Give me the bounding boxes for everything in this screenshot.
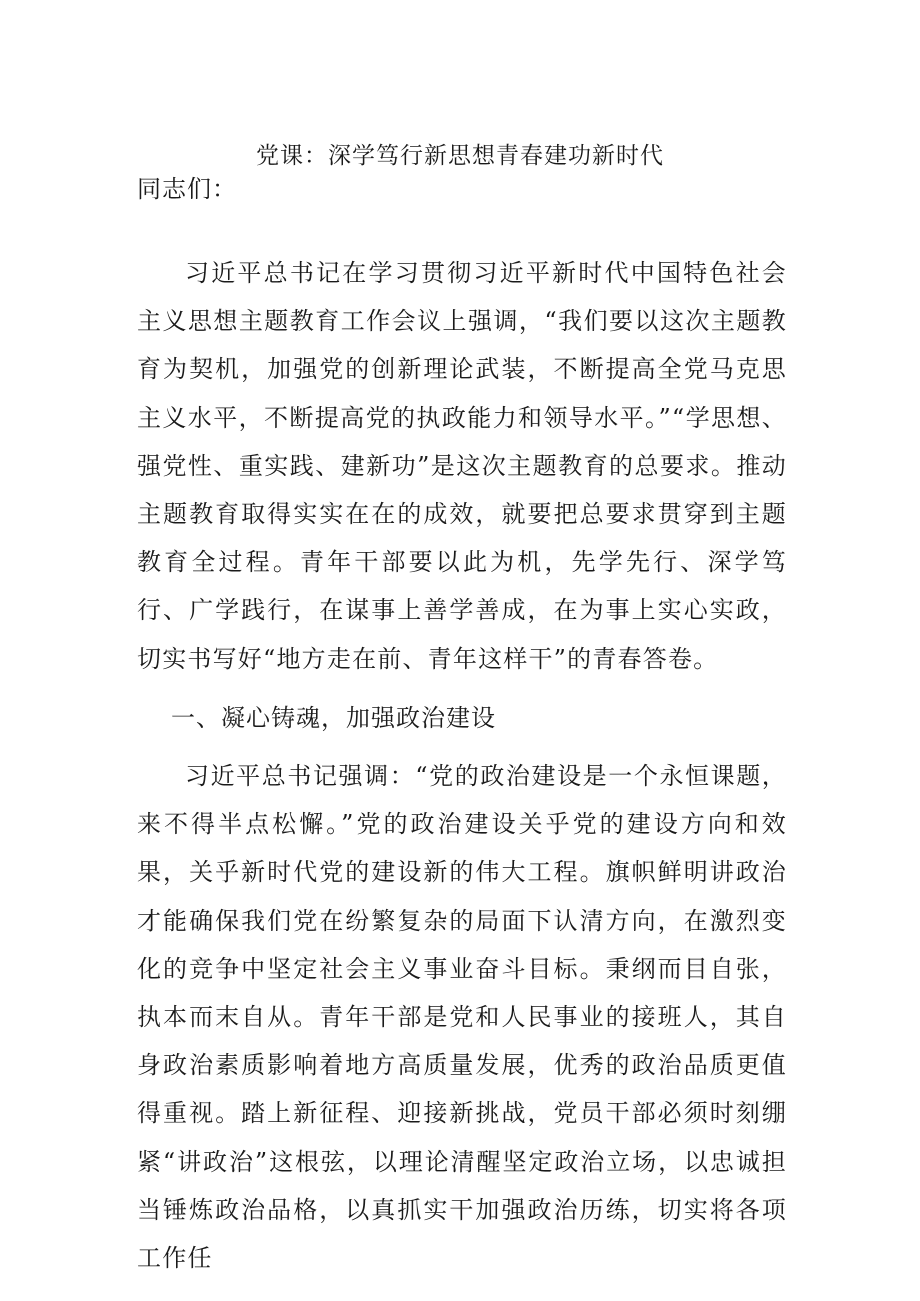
section-paragraph: 习近平总书记强调：“党的政治建设是一个永恒课题，来不得半点松懈。”党的政治建设关乎党的建设方向和效果，关乎新时代党的建设新的伟大工程。旗帜鲜明讲政治才能确保我们党在纷繁复杂的局面下认清方向，在激烈变化的竞争中坚定社会主义事业奋斗目标。秉纲而目自张，执本而末自从。青年干部是党和人民事业的接班人，其自身政治素质影响着地方高质量发展，优秀的政治品质更值得重视。踏上新征程、迎接新挑战，党员干部必须时刻绷紧“讲政治”这根弦，以理论清醒坚定政治立场，以忠诚担当锤炼政治品格，以真抓实干加强政治历练，切实将各项工作任 <box>137 762 787 1273</box>
document-title: 党课：深学笃行新思想青春建功新时代 <box>256 143 664 169</box>
salutation: 同志们： <box>137 175 237 203</box>
intro-paragraph: 习近平总书记在学习贯彻习近平新时代中国特色社会主义思想主题教育工作会议上强调，“我们要以这次主题教育为契机，加强党的创新理论武装，不断提高全党马克思主义水平，不断提高党的执政能力和领导水平。”“学思想、强党性、重实践、建新功”是这次主题教育的总要求。推动主题教育取得实实在在的成效，就要把总要求贯穿到主题教育全过程。青年干部要以此为机，先学先行、深学笃行、广学践行，在谋事上善学善成，在为事上实心实政，切实书写好“地方走在前、青年这样干”的青春答卷。 <box>137 259 787 673</box>
section-heading: 一、凝心铸魂，加强政治建设 <box>171 704 496 732</box>
